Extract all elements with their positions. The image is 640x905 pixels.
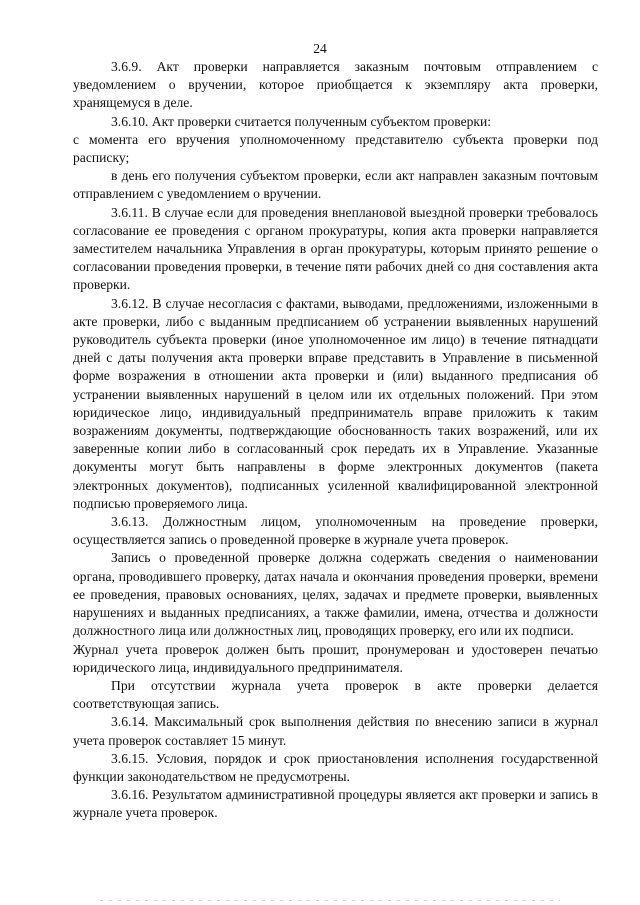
paragraph-journal-binding: Журнал учета проверок должен быть прошит, пронумерован и удостоверен печатью юридического лица, индивидуального предпринимателя.: [73, 641, 598, 675]
paragraph-receipt-in-person: с момента его вручения уполномоченному представителю субъекта проверки под расписку;: [73, 131, 598, 166]
paragraph-3-6-12: 3.6.12. В случае несогласия с фактами, выводами, предложениями, изложенными в акте проверки, либо с выданным предписанием об устранении выявленных нарушений руководитель субъекта проверки (иное уполномоченное им лицо) в течение пятнадцати дней с даты получения акта проверки вправе представить в Управление в письменной форме возражения в отношении акта проверки и (или) выданного предписания об устранении выявленных нарушений в целом или их отдельных положений. При этом юридическое лицо, индивидуальный предприниматель вправе приложить к таким возражениям документы, подтверждающие обоснованность таких возражений, или их заверенные копии либо в согласованный срок передать их в Управление. Указанные документы могут быть направлены в форме электронных документов (пакета электронных документов), подписанных усиленной квалифицированной электронной подписью проверяемого лица.: [73, 295, 598, 511]
paragraph-3-6-10: 3.6.10. Акт проверки считается полученным субъектом проверки:: [111, 113, 492, 129]
paragraph-3-6-13: 3.6.13. Должностным лицом, уполномоченным на проведение проверки, осуществляется запись о проведенной проверке в журнале учета проверок.: [73, 514, 598, 548]
paragraph-no-journal: При отсутствии журнала учета проверок в акте проверки делается соответствующая запись.: [73, 677, 598, 712]
paragraph-record-contents: Запись о проведенной проверке должна содержать сведения о наименовании органа, проводившего проверку, датах начала и окончания проведения проверки, времени ее проведения, правовых основаниях, целях, задачах и предмете проверки, выявленных нарушениях и выданных предписаниях, а также фамилии, имена, отчества и должности должностного лица или должностных лиц, проводящих проверку, его или их подписи.: [73, 550, 598, 639]
page-number: 24: [313, 41, 327, 56]
paragraph-3-6-14: 3.6.14. Максимальный срок выполнения действия по внесению записи в журнал учета проверок составляет 15 минут.: [73, 714, 598, 748]
paragraph-3-6-9: 3.6.9. Акт проверки направляется заказным почтовым отправлением с уведомлением о вручении, которое приобщается к экземпляру акта проверки, хранящемуся в деле.: [73, 59, 598, 111]
paragraph-3-6-15: 3.6.15. Условия, порядок и срок приостановления исполнения государственной функции законодательством не предусмотрены.: [73, 750, 598, 784]
scan-artifact-line: [100, 900, 560, 901]
document-body: [73, 58, 598, 823]
paragraph-3-6-11: 3.6.11. В случае если для проведения внеплановой выездной проверки требовалось согласование ее проведения с органом прокуратуры, копия акта проверки направляется заместителем начальника Управления в орган прокуратуры, которым принято решение о согласовании проведения проверки, в течение пяти рабочих дней со дня составления акта проверки.: [73, 204, 598, 293]
paragraph-3-6-16: 3.6.16. Результатом административной процедуры является акт проверки и запись в журнале учета проверок.: [73, 787, 598, 821]
paragraph-receipt-by-mail: в день его получения субъектом проверки, если акт направлен заказным почтовым отправлением с уведомлением о вручении.: [73, 168, 598, 202]
